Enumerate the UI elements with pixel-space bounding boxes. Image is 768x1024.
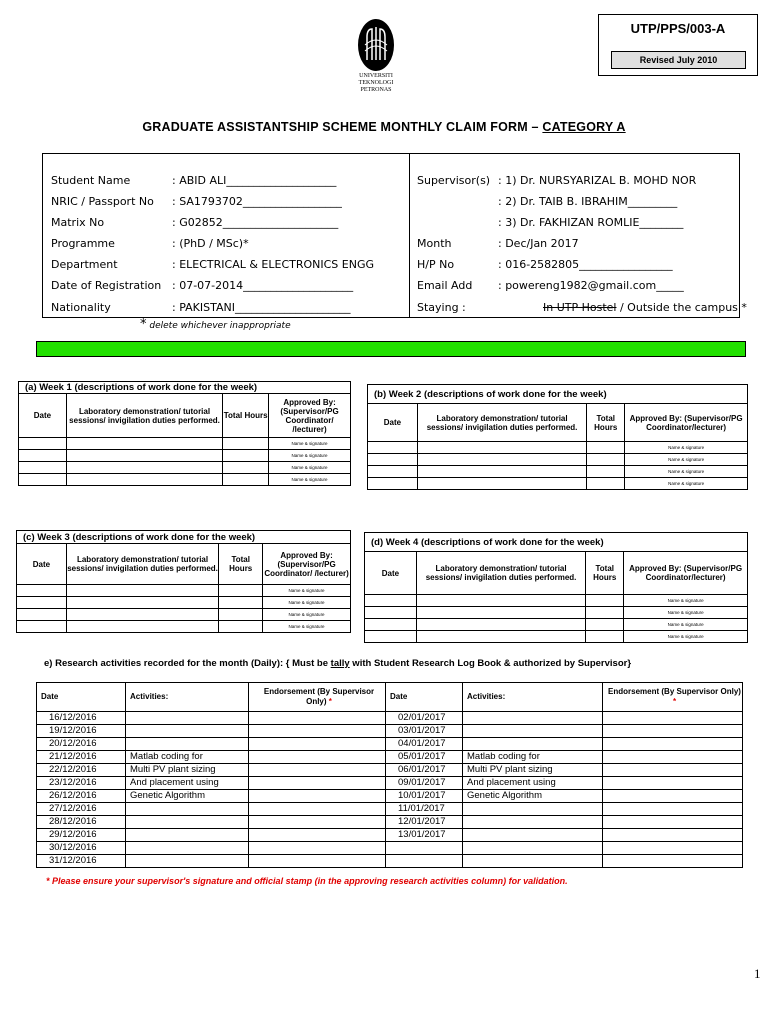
- date-header: Date: [368, 404, 418, 442]
- duties-header: Laboratory demonstration/ tutorial sessions/ invigilation duties performed.: [66, 544, 218, 585]
- research-date-cell: 09/01/2017: [386, 777, 463, 790]
- research-date-cell: 23/12/2016: [37, 777, 126, 790]
- revised-label: Revised July 2010: [611, 51, 746, 69]
- signature-cell[interactable]: Name & signature: [269, 438, 351, 450]
- week-caption: (c) Week 3 (descriptions of work done for the week): [17, 531, 351, 544]
- table-row: [37, 829, 386, 842]
- info-value: : Dec/Jan 2017: [498, 237, 579, 250]
- signature-cell[interactable]: Name & signature: [624, 607, 748, 619]
- entry-cell[interactable]: [223, 474, 269, 486]
- table-row: [37, 712, 386, 725]
- research-heading-text: e) Research activities recorded for the month (Daily): { Must be tally with Student Research Log Book & authorized by Supervisor}: [44, 658, 632, 669]
- research-endorsement-cell[interactable]: [603, 751, 743, 764]
- table-row: [37, 725, 386, 738]
- research-endorsement-cell[interactable]: [603, 738, 743, 751]
- date-header: Date: [19, 394, 67, 438]
- signature-cell[interactable]: Name & signature: [263, 609, 351, 621]
- entry-cell[interactable]: [19, 462, 67, 474]
- research-date-cell: 16/12/2016: [37, 712, 126, 725]
- table-row: [365, 607, 748, 619]
- table-row: [37, 751, 386, 764]
- info-value: : 016-2582805_________________: [498, 258, 673, 271]
- delete-note: * delete whichever inappropriate: [140, 317, 291, 332]
- entry-cell[interactable]: [416, 631, 585, 643]
- entry-cell[interactable]: [66, 474, 222, 486]
- info-label: Department: [51, 258, 118, 271]
- university-logo: [345, 15, 407, 105]
- entry-cell[interactable]: [586, 595, 624, 607]
- table-row: [19, 450, 351, 462]
- signature-cell[interactable]: Name & signature: [269, 450, 351, 462]
- approved-header: Approved By: (Supervisor/PG Coordinator/ /lecturer): [263, 544, 351, 585]
- research-endorsement-cell[interactable]: [249, 777, 386, 790]
- week-caption: (b) Week 2 (descriptions of work done for the week): [368, 385, 748, 404]
- date-header: Date: [365, 552, 417, 595]
- hours-header: Total Hours: [223, 394, 269, 438]
- entry-cell[interactable]: [219, 609, 263, 621]
- entry-cell[interactable]: [416, 619, 585, 631]
- research-activity-cell[interactable]: [463, 842, 603, 855]
- info-value: : 3) Dr. FAKHIZAN ROMLIE________: [498, 216, 684, 229]
- research-date-header: Date: [37, 683, 126, 712]
- info-value: : 1) Dr. NURSYARIZAL B. MOHD NOR: [498, 174, 697, 187]
- research-date-cell: 13/01/2017: [386, 829, 463, 842]
- table-row: [386, 712, 743, 725]
- research-activity-cell[interactable]: [126, 738, 249, 751]
- title-main: GRADUATE ASSISTANTSHIP SCHEME MONTHLY CLAIM FORM –: [142, 120, 543, 134]
- research-activity-cell[interactable]: [126, 712, 249, 725]
- table-row: [365, 631, 748, 643]
- entry-cell[interactable]: [19, 474, 67, 486]
- entry-cell[interactable]: [19, 450, 67, 462]
- approved-header: Approved By: (Supervisor/PG Coordinator/lecturer): [625, 404, 748, 442]
- approved-header: Approved By: (Supervisor/PG Coordinator/lecturer): [624, 552, 748, 595]
- table-row: [37, 764, 386, 777]
- research-date-header: Date: [386, 683, 463, 712]
- entry-cell[interactable]: [365, 631, 417, 643]
- info-label: Email Add: [417, 279, 473, 292]
- info-value: : G02852_____________________: [172, 216, 339, 229]
- page-number: 1: [754, 966, 761, 981]
- entry-cell[interactable]: [586, 631, 624, 643]
- table-row: [386, 829, 743, 842]
- research-activities-header: Activities:: [126, 683, 249, 712]
- research-activity-cell[interactable]: [463, 738, 603, 751]
- entry-cell[interactable]: [66, 462, 222, 474]
- info-label: Nationality: [51, 301, 111, 314]
- week-table: [18, 381, 351, 486]
- entry-cell[interactable]: [223, 438, 269, 450]
- logo-text: UNIVERSITI TEKNOLOGI PETRONAS: [358, 73, 394, 93]
- signature-cell[interactable]: Name & signature: [269, 474, 351, 486]
- table-row: [19, 462, 351, 474]
- table-row: [37, 816, 386, 829]
- research-activity-cell[interactable]: Multi PV plant sizing: [463, 764, 603, 777]
- signature-cell[interactable]: Name & signature: [624, 619, 748, 631]
- table-row: [386, 816, 743, 829]
- research-date-cell: 31/12/2016: [37, 855, 126, 868]
- validation-warning: * Please ensure your supervisor's signature and official stamp (in the approving research activities column) for validation.: [46, 876, 568, 886]
- signature-cell[interactable]: Name & signature: [263, 597, 351, 609]
- research-activity-cell[interactable]: [126, 816, 249, 829]
- research-date-cell: 30/12/2016: [37, 842, 126, 855]
- info-label: Student Name: [51, 174, 131, 187]
- info-label: H/P No: [417, 258, 455, 271]
- research-endorsement-cell[interactable]: [249, 803, 386, 816]
- research-date-cell: 22/12/2016: [37, 764, 126, 777]
- table-row: [386, 751, 743, 764]
- table-row: [17, 621, 351, 633]
- table-row: [17, 585, 351, 597]
- info-value: : (PhD / MSc)*: [172, 237, 249, 250]
- info-value: : SA1793702__________________: [172, 195, 342, 208]
- info-label: Staying :: [417, 301, 466, 314]
- required-star: *: [328, 697, 332, 706]
- entry-cell[interactable]: [66, 597, 218, 609]
- entry-cell[interactable]: [17, 585, 67, 597]
- entry-cell[interactable]: [223, 450, 269, 462]
- research-activity-cell[interactable]: Matlab coding for: [463, 751, 603, 764]
- hours-header: Total Hours: [587, 404, 625, 442]
- research-endorsement-cell[interactable]: [603, 790, 743, 803]
- research-activity-cell[interactable]: [463, 816, 603, 829]
- entry-cell[interactable]: [587, 454, 625, 466]
- entry-cell[interactable]: [587, 466, 625, 478]
- table-row: [37, 790, 386, 803]
- entry-cell[interactable]: [66, 450, 222, 462]
- research-activity-cell[interactable]: [463, 712, 603, 725]
- title-category: CATEGORY A: [542, 120, 626, 134]
- info-value: : PAKISTANI_____________________: [172, 301, 351, 314]
- entry-cell[interactable]: [368, 442, 418, 454]
- table-row: [368, 454, 748, 466]
- research-activity-cell[interactable]: And placement using: [126, 777, 249, 790]
- entry-cell[interactable]: [417, 478, 586, 490]
- table-row: [386, 764, 743, 777]
- required-star: *: [672, 697, 677, 706]
- entry-cell[interactable]: [365, 607, 417, 619]
- research-activity-cell[interactable]: Genetic Algorithm: [126, 790, 249, 803]
- info-label: Matrix No: [51, 216, 105, 229]
- research-date-cell: 12/01/2017: [386, 816, 463, 829]
- table-row: [386, 725, 743, 738]
- research-date-cell: 04/01/2017: [386, 738, 463, 751]
- entry-cell[interactable]: [368, 466, 418, 478]
- info-label: Date of Registration: [51, 279, 162, 292]
- entry-cell[interactable]: [416, 595, 585, 607]
- table-row: [386, 855, 743, 868]
- week-table: [367, 384, 748, 490]
- date-header: Date: [17, 544, 67, 585]
- signature-cell[interactable]: Name & signature: [624, 595, 748, 607]
- research-date-cell: 26/12/2016: [37, 790, 126, 803]
- signature-cell[interactable]: Name & signature: [625, 454, 748, 466]
- research-endorsement-cell[interactable]: [603, 816, 743, 829]
- info-value: In UTP Hostel / Outside the campus *: [543, 301, 747, 314]
- entry-cell[interactable]: [586, 607, 624, 619]
- entry-cell[interactable]: [417, 454, 586, 466]
- table-row: [19, 474, 351, 486]
- research-activity-cell[interactable]: [126, 803, 249, 816]
- duties-header: Laboratory demonstration/ tutorial sessions/ invigilation duties performed.: [417, 404, 586, 442]
- entry-cell[interactable]: [417, 442, 586, 454]
- signature-cell[interactable]: Name & signature: [624, 631, 748, 643]
- signature-cell[interactable]: Name & signature: [625, 466, 748, 478]
- entry-cell[interactable]: [368, 478, 418, 490]
- research-activity-cell[interactable]: [126, 842, 249, 855]
- research-date-cell: 20/12/2016: [37, 738, 126, 751]
- research-activity-cell[interactable]: [463, 803, 603, 816]
- tally-word: tally: [330, 658, 350, 669]
- table-row: [17, 597, 351, 609]
- entry-cell[interactable]: [416, 607, 585, 619]
- table-row: [386, 738, 743, 751]
- table-row: [368, 478, 748, 490]
- research-endorsement-cell[interactable]: [603, 725, 743, 738]
- form-title: [0, 120, 768, 134]
- approved-header: Approved By: (Supervisor/PG Coordinator/ /lecturer): [269, 394, 351, 438]
- research-date-cell: 06/01/2017: [386, 764, 463, 777]
- research-endorsement-cell[interactable]: [603, 764, 743, 777]
- table-row: [37, 803, 386, 816]
- table-row: [368, 442, 748, 454]
- entry-cell[interactable]: [365, 619, 417, 631]
- entry-cell[interactable]: [19, 438, 67, 450]
- info-value: : 2) Dr. TAIB B. IBRAHIM_________: [498, 195, 678, 208]
- hours-header: Total Hours: [586, 552, 624, 595]
- entry-cell[interactable]: [219, 585, 263, 597]
- form-code-box: [598, 14, 758, 76]
- research-endorsement-cell[interactable]: [249, 751, 386, 764]
- table-row: [365, 595, 748, 607]
- research-endorsement-cell[interactable]: [603, 803, 743, 816]
- entry-cell[interactable]: [17, 609, 67, 621]
- research-date-cell: 29/12/2016: [37, 829, 126, 842]
- entry-cell[interactable]: [66, 621, 218, 633]
- student-info-box: [42, 153, 747, 318]
- info-value: : powereng1982@gmail.com_____: [498, 279, 684, 292]
- table-row: [17, 609, 351, 621]
- entry-cell[interactable]: [17, 621, 67, 633]
- table-row: [386, 777, 743, 790]
- info-value: : ABID ALI____________________: [172, 174, 337, 187]
- research-date-cell: [386, 842, 463, 855]
- research-date-cell: 10/01/2017: [386, 790, 463, 803]
- research-activity-cell[interactable]: [126, 829, 249, 842]
- research-activity-cell[interactable]: [463, 829, 603, 842]
- table-row: [19, 438, 351, 450]
- entry-cell[interactable]: [66, 585, 218, 597]
- entry-cell[interactable]: [17, 597, 67, 609]
- entry-cell[interactable]: [586, 619, 624, 631]
- research-endorsement-cell[interactable]: [249, 790, 386, 803]
- research-activity-cell[interactable]: Genetic Algorithm: [463, 790, 603, 803]
- week-caption: (a) Week 1 (descriptions of work done for the week): [19, 382, 351, 394]
- info-label: NRIC / Passport No: [51, 195, 154, 208]
- table-row: [37, 842, 386, 855]
- research-endorsement-cell[interactable]: [603, 855, 743, 868]
- research-activity-cell[interactable]: And placement using: [463, 777, 603, 790]
- week-caption: (d) Week 4 (descriptions of work done for the week): [365, 533, 748, 552]
- table-row: [37, 738, 386, 751]
- entry-cell[interactable]: [66, 609, 218, 621]
- research-endorsement-cell[interactable]: [249, 738, 386, 751]
- research-date-cell: 03/01/2017: [386, 725, 463, 738]
- info-value: : ELECTRICAL & ELECTRONICS ENGG: [172, 258, 375, 271]
- research-endorsement-cell[interactable]: [249, 764, 386, 777]
- entry-cell[interactable]: [587, 442, 625, 454]
- research-activity-cell[interactable]: [126, 855, 249, 868]
- research-endorsement-cell[interactable]: [249, 712, 386, 725]
- info-label: Month: [417, 237, 452, 250]
- research-endorsement-cell[interactable]: [603, 842, 743, 855]
- research-heading: [44, 658, 631, 669]
- week-table: [16, 530, 351, 633]
- research-activity-cell[interactable]: [463, 855, 603, 868]
- research-date-cell: 19/12/2016: [37, 725, 126, 738]
- research-date-cell: 28/12/2016: [37, 816, 126, 829]
- entry-cell[interactable]: [66, 438, 222, 450]
- strike-value: In UTP Hostel: [543, 301, 617, 314]
- research-date-cell: [386, 855, 463, 868]
- entry-cell[interactable]: [219, 621, 263, 633]
- research-activity-cell[interactable]: Matlab coding for: [126, 751, 249, 764]
- research-endorsement-cell[interactable]: [603, 777, 743, 790]
- research-date-cell: 05/01/2017: [386, 751, 463, 764]
- research-date-cell: 27/12/2016: [37, 803, 126, 816]
- info-value: : 07-07-2014____________________: [172, 279, 354, 292]
- research-date-cell: 21/12/2016: [37, 751, 126, 764]
- table-row: [365, 619, 748, 631]
- form-code: UTP/PPS/003-A: [630, 21, 726, 36]
- entry-cell[interactable]: [365, 595, 417, 607]
- signature-cell[interactable]: Name & signature: [625, 478, 748, 490]
- signature-cell[interactable]: Name & signature: [269, 462, 351, 474]
- duties-header: Laboratory demonstration/ tutorial sessions/ invigilation duties performed.: [416, 552, 585, 595]
- hours-header: Total Hours: [219, 544, 263, 585]
- research-activities-header: Activities:: [463, 683, 603, 712]
- research-endorsement-header: Endorsement (By Supervisor Only) *: [603, 683, 743, 712]
- research-endorsement-cell[interactable]: [249, 855, 386, 868]
- table-row: [37, 855, 386, 868]
- research-endorsement-cell[interactable]: [249, 816, 386, 829]
- research-table: [385, 682, 743, 868]
- research-date-cell: 02/01/2017: [386, 712, 463, 725]
- research-endorsement-cell[interactable]: [249, 829, 386, 842]
- research-endorsement-cell[interactable]: [603, 829, 743, 842]
- table-row: [386, 803, 743, 816]
- entry-cell[interactable]: [417, 466, 586, 478]
- table-row: [386, 790, 743, 803]
- signature-cell[interactable]: Name & signature: [263, 585, 351, 597]
- entry-cell[interactable]: [223, 462, 269, 474]
- info-label: Supervisor(s): [417, 174, 491, 187]
- research-activity-cell[interactable]: [463, 725, 603, 738]
- research-endorsement-cell[interactable]: [249, 842, 386, 855]
- research-table: [36, 682, 386, 868]
- duties-header: Laboratory demonstration/ tutorial sessions/ invigilation duties performed.: [66, 394, 222, 438]
- table-row: [368, 466, 748, 478]
- entry-cell[interactable]: [219, 597, 263, 609]
- table-row: [37, 777, 386, 790]
- research-date-cell: 11/01/2017: [386, 803, 463, 816]
- research-endorsement-cell[interactable]: [603, 712, 743, 725]
- info-divider: [409, 154, 410, 317]
- research-endorsement-cell[interactable]: [249, 725, 386, 738]
- table-row: [386, 842, 743, 855]
- entry-cell[interactable]: [368, 454, 418, 466]
- info-label: Programme: [51, 237, 115, 250]
- research-endorsement-header: Endorsement (By Supervisor Only) *: [249, 683, 386, 712]
- research-activity-cell[interactable]: [126, 725, 249, 738]
- entry-cell[interactable]: [587, 478, 625, 490]
- signature-cell[interactable]: Name & signature: [625, 442, 748, 454]
- week-table: [364, 532, 748, 643]
- green-separator-bar: [36, 341, 746, 357]
- signature-cell[interactable]: Name & signature: [263, 621, 351, 633]
- research-activity-cell[interactable]: Multi PV plant sizing: [126, 764, 249, 777]
